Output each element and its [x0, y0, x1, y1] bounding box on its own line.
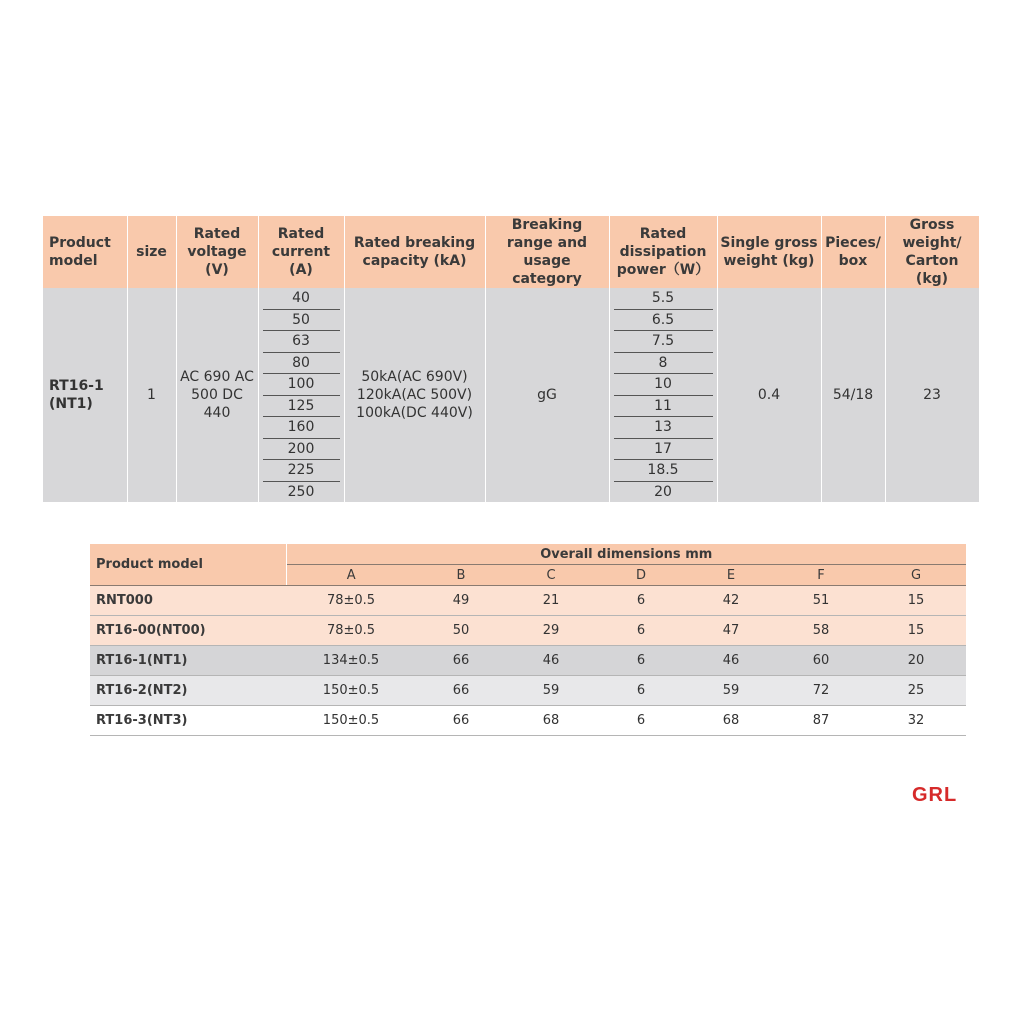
rated-dissipation-item: 18.5: [614, 460, 713, 482]
rated-current-item: 200: [263, 439, 340, 461]
rated-current-list: [259, 288, 344, 502]
cell-d: 6: [596, 586, 686, 616]
cell-rated-current: [258, 288, 344, 502]
cell-c: 68: [506, 706, 596, 736]
cell-e: 68: [686, 706, 776, 736]
dim-col-c: C: [506, 565, 596, 586]
cell-single-gross-weight: 0.4: [717, 288, 821, 502]
cell-a: 78±0.5: [286, 586, 416, 616]
rated-dissipation-item: 5.5: [614, 288, 713, 310]
table-row: [90, 706, 966, 736]
table-row: [90, 616, 966, 646]
brand-logo: GRL: [912, 784, 958, 806]
rated-current-item: 63: [263, 331, 340, 353]
cell-breaking-range: gG: [485, 288, 609, 502]
cell-a: 134±0.5: [286, 646, 416, 676]
cell-product-model: RT16-1 (NT1): [43, 288, 127, 502]
spec-table: [43, 216, 980, 502]
cell-g: 32: [866, 706, 966, 736]
spec-header-row: [43, 216, 979, 288]
rated-dissipation-item: 6.5: [614, 310, 713, 332]
header-rated-dissipation: Rated dissipation power（W）: [609, 216, 717, 288]
rated-current-item: 50: [263, 310, 340, 332]
cell-a: 150±0.5: [286, 706, 416, 736]
cell-g: 15: [866, 616, 966, 646]
dim-col-a: A: [286, 565, 416, 586]
cell-g: 25: [866, 676, 966, 706]
dim-header-product-model: Product model: [90, 544, 286, 586]
rated-dissipation-item: 7.5: [614, 331, 713, 353]
header-rated-current: Rated current (A): [258, 216, 344, 288]
dim-col-b: B: [416, 565, 506, 586]
header-single-gross-weight: Single gross weight (kg): [717, 216, 821, 288]
header-rated-voltage: Rated voltage (V): [176, 216, 258, 288]
dim-col-g: G: [866, 565, 966, 586]
dimensions-table: [90, 544, 966, 736]
cell-e: 42: [686, 586, 776, 616]
cell-c: 59: [506, 676, 596, 706]
rated-current-item: 100: [263, 374, 340, 396]
header-gross-weight-carton: Gross weight/ Carton (kg): [885, 216, 979, 288]
rated-current-item: 40: [263, 288, 340, 310]
rated-dissipation-item: 11: [614, 396, 713, 418]
cell-d: 6: [596, 616, 686, 646]
rated-current-item: 225: [263, 460, 340, 482]
rated-dissipation-item: 8: [614, 353, 713, 375]
cell-b: 50: [416, 616, 506, 646]
cell-d: 6: [596, 706, 686, 736]
cell-g: 20: [866, 646, 966, 676]
cell-b: 66: [416, 706, 506, 736]
cell-b: 66: [416, 646, 506, 676]
cell-e: 46: [686, 646, 776, 676]
table-row: [90, 646, 966, 676]
rated-dissipation-list: [610, 288, 717, 502]
cell-b: 66: [416, 676, 506, 706]
dim-col-e: E: [686, 565, 776, 586]
cell-e: 47: [686, 616, 776, 646]
cell-f: 51: [776, 586, 866, 616]
cell-g: 15: [866, 586, 966, 616]
cell-f: 72: [776, 676, 866, 706]
header-breaking-range: Breaking range and usage category: [485, 216, 609, 288]
rated-current-item: 125: [263, 396, 340, 418]
cell-rated-breaking-capacity: 50kA(AC 690V) 120kA(AC 500V) 100kA(DC 440V): [344, 288, 485, 502]
dim-col-f: F: [776, 565, 866, 586]
cell-gross-weight-carton: 23: [885, 288, 979, 502]
cell-a: 78±0.5: [286, 616, 416, 646]
header-product-model: Product model: [43, 216, 127, 288]
cell-d: 6: [596, 676, 686, 706]
cell-size: 1: [127, 288, 176, 502]
row-model: RT16-1(NT1): [90, 646, 286, 676]
rated-current-item: 80: [263, 353, 340, 375]
header-rated-breaking-capacity: Rated breaking capacity (kA): [344, 216, 485, 288]
spec-data-row: [43, 288, 979, 502]
row-model: RT16-00(NT00): [90, 616, 286, 646]
dim-col-d: D: [596, 565, 686, 586]
cell-f: 60: [776, 646, 866, 676]
table-row: [90, 676, 966, 706]
cell-f: 87: [776, 706, 866, 736]
rated-current-item: 250: [287, 483, 315, 500]
row-model: RT16-3(NT3): [90, 706, 286, 736]
cell-c: 29: [506, 616, 596, 646]
dim-header-overall: Overall dimensions mm: [286, 544, 966, 565]
rated-current-item: 160: [263, 417, 340, 439]
cell-rated-voltage: AC 690 AC 500 DC 440: [176, 288, 258, 502]
cell-pieces-box: 54/18: [821, 288, 885, 502]
rated-dissipation-item: 17: [614, 439, 713, 461]
header-size: size: [127, 216, 176, 288]
rated-dissipation-item: 10: [614, 374, 713, 396]
cell-c: 21: [506, 586, 596, 616]
header-pieces-box: Pieces/ box: [821, 216, 885, 288]
rated-dissipation-item: 13: [614, 417, 713, 439]
table-row: [90, 586, 966, 616]
dim-header-row-1: [90, 544, 966, 565]
cell-b: 49: [416, 586, 506, 616]
cell-e: 59: [686, 676, 776, 706]
rated-dissipation-item: 20: [654, 483, 672, 500]
cell-a: 150±0.5: [286, 676, 416, 706]
row-model: RT16-2(NT2): [90, 676, 286, 706]
cell-rated-dissipation: [609, 288, 717, 502]
cell-d: 6: [596, 646, 686, 676]
cell-f: 58: [776, 616, 866, 646]
cell-c: 46: [506, 646, 596, 676]
row-model: RNT000: [90, 586, 286, 616]
